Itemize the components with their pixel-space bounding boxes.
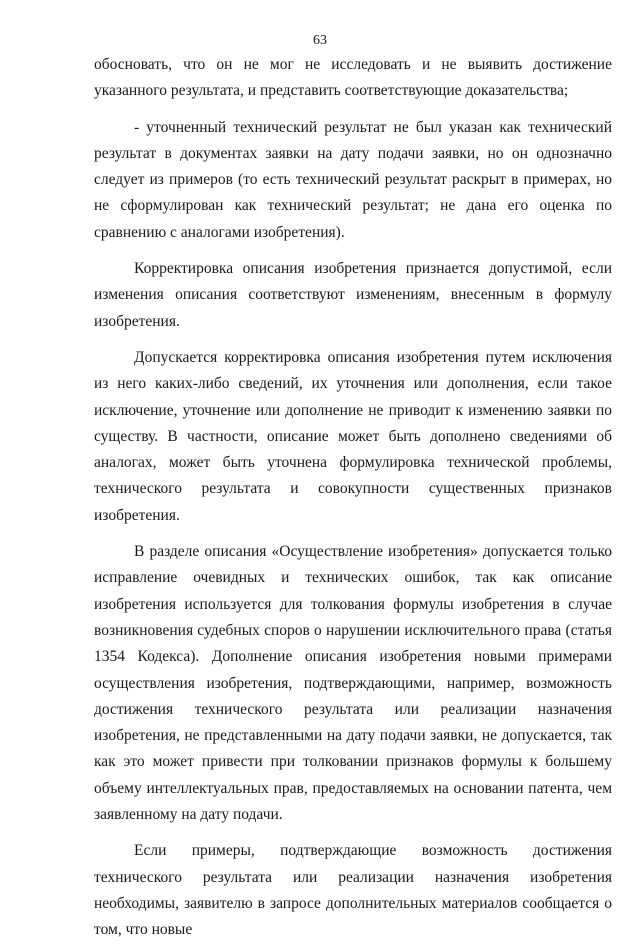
page-number: 63 [313,33,327,48]
paragraph: Если примеры, подтверждающие возможность достижения технического результата или реализации назначения изобретения необходимы, заявителю в запросе дополнительных материалов сообщается о том, что новые [94,842,612,939]
paragraph-list-item: - уточненный технический результат не был указан как технический результат в документах заявки на дату подачи заявки, но он однозначно следует из примеров (то есть технический результат раскрыт в примерах, но не сформулирован как технический результат; не дана его оценка по сравнению с аналогами изобретения). [94,118,612,241]
document-body [94,52,612,944]
paragraph-continuation: обосновать, что он не мог не исследовать и не выявить достижение указанного результата, и представить соответствующие доказательства; [94,56,612,100]
paragraph: Корректировка описания изобретения признается допустимой, если изменения описания соответствуют изменениям, внесенным в формулу изобретения. [94,260,612,330]
paragraph: В разделе описания «Осуществление изобретения» допускается только исправление очевидных и технических ошибок, так как описание изобретения используется для толкования формулы изобретения в случае возникновения судебных споров о нарушении исключительного права (статья 1354 Кодекса). Дополнение описания изобретения новыми примерами осуществления изобретения, подтверждающими, например, возможность достижения технического результата или реализации назначения изобретения, не представленными на дату подачи заявки, не допускается, так как это может привести при толковании признаков формулы к большему объему интеллектуальных прав, предоставляемых на основании патента, чем заявленному на дату подачи. [94,543,612,824]
paragraph: Допускается корректировка описания изобретения путем исключения из него каких-либо сведений, их уточнения или дополнения, если такое исключение, уточнение или дополнение не приводит к изменению заявки по существу. В частности, описание может быть дополнено сведениями об аналогах, может быть уточнена формулировка технической проблемы, технического результата и совокупности существенных признаков изобретения. [94,348,612,524]
